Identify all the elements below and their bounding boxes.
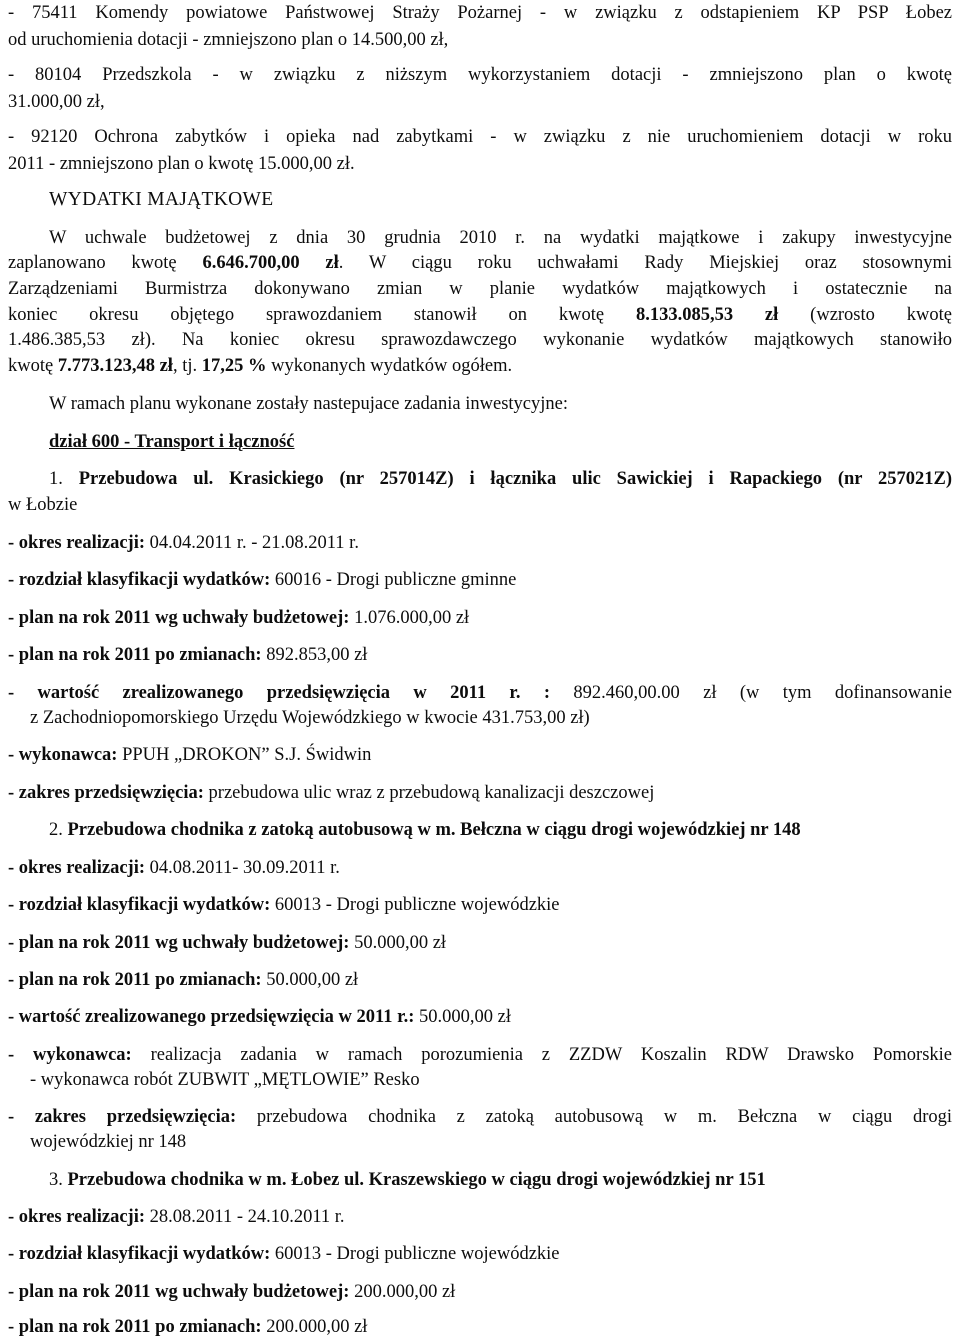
label: - wartość zrealizowanego przedsięwzięcia w 2011 r. : xyxy=(8,683,551,703)
task-2-okres xyxy=(8,857,952,879)
task-2-plan xyxy=(8,932,952,954)
label: - zakres przedsięwzięcia: xyxy=(8,783,204,803)
label: - rozdział klasyfikacji wydatków: xyxy=(8,1244,271,1264)
task-1-title-line-2: w Łobzie xyxy=(8,495,78,515)
label: - rozdział klasyfikacji wydatków: xyxy=(8,570,271,590)
intro-text: (wzrosto kwotę xyxy=(778,305,952,325)
intro-line-4 xyxy=(8,304,952,326)
value: 50.000,00 zł xyxy=(261,970,359,990)
top-item-1-line-2: od uruchomienia dotacji - zmniejszono plan o 14.500,00 zł, xyxy=(8,30,449,50)
task-2-wykonawca-line-2: - wykonawca robót ZUBWIT „MĘTLOWIE” Resko xyxy=(30,1070,420,1090)
label: - plan na rok 2011 po zmianach: xyxy=(8,970,262,990)
label: - okres realizacji: xyxy=(8,533,145,553)
task-1-wartosc-line-2: z Zachodniopomorskiego Urzędu Wojewódzkiego w kwocie 431.753,00 zł) xyxy=(30,708,590,728)
top-item-3-line-1: - 92120 Ochrona zabytków i opieka nad zabytkami - w związku z nie uruchomieniem dotacji w roku xyxy=(8,127,952,147)
task-1-wartosc xyxy=(8,682,952,704)
section-heading: WYDATKI MAJĄTKOWE xyxy=(49,189,274,210)
intro-line-5: 1.486.385,53 zł). Na koniec okresu sprawozdawczego wykonanie wydatków majątkowych stanowiło xyxy=(8,330,952,350)
task-number: 2. xyxy=(49,820,63,840)
task-number: 1. xyxy=(49,469,63,489)
task-1-plan xyxy=(8,607,952,629)
intro-text: . W ciągu roku uchwałami Rady Miejskiej oraz stosownymi xyxy=(338,253,952,273)
dzial-heading xyxy=(49,431,952,453)
dzial-label: dział 600 - Transport i łączność xyxy=(49,432,295,452)
label: - plan na rok 2011 wg uchwały budżetowej: xyxy=(8,1282,350,1302)
task-3-title xyxy=(49,1169,952,1191)
task-2-wykonawca xyxy=(8,1044,952,1066)
intro-text: , tj. xyxy=(172,356,202,376)
task-title: Przebudowa chodnika z zatoką autobusową w m. Bełczna w ciągu drogi wojewódzkiej nr 148 xyxy=(67,820,801,840)
top-item-3-line-2: 2011 - zmniejszono plan o kwotę 15.000,00 zł. xyxy=(8,154,355,174)
task-1-rozdzial xyxy=(8,569,952,591)
task-3-okres xyxy=(8,1206,952,1228)
task-2-wartosc xyxy=(8,1006,952,1028)
value: przebudowa chodnika z zatoką autobusową w m. Bełczna w ciągu drogi xyxy=(236,1107,952,1127)
intro-line-6 xyxy=(8,355,952,377)
task-number: 3. xyxy=(49,1170,63,1190)
intro-line-3: Zarządzeniami Burmistrza dokonywano zmian w planie wydatków majątkowych i ostatecznie na xyxy=(8,279,952,299)
value: 50.000,00 zł xyxy=(414,1007,511,1027)
task-3-plan-zm xyxy=(8,1316,952,1338)
label: - zakres przedsięwzięcia: xyxy=(8,1107,237,1127)
label: - wykonawca: xyxy=(8,1045,132,1065)
label: - wartość zrealizowanego przedsięwzięcia w 2011 r.: xyxy=(8,1007,415,1027)
task-3-plan xyxy=(8,1281,952,1303)
value: 200.000,00 zł xyxy=(261,1317,368,1337)
value: PPUH „DROKON” S.J. Świdwin xyxy=(117,745,372,765)
top-item-2-line-2: 31.000,00 zł, xyxy=(8,92,105,112)
planned-amount: 6.646.700,00 zł xyxy=(202,253,339,273)
value: 60013 - Drogi publiczne wojewódzkie xyxy=(270,1244,560,1264)
label: - plan na rok 2011 po zmianach: xyxy=(8,645,262,665)
intro-text: zaplanowano kwotę xyxy=(8,253,203,273)
task-2-title xyxy=(49,819,952,841)
label: - rozdział klasyfikacji wydatków: xyxy=(8,895,271,915)
tasks-intro: W ramach planu wykonane zostały nastepujace zadania inwestycyjne: xyxy=(49,394,568,414)
executed-percent: 17,25 % xyxy=(201,356,267,376)
label: - okres realizacji: xyxy=(8,858,145,878)
value: 200.000,00 zł xyxy=(349,1282,456,1302)
value: 1.076.000,00 zł xyxy=(349,608,470,628)
final-amount: 8.133.085,53 zł xyxy=(635,305,779,325)
value: 60016 - Drogi publiczne gminne xyxy=(270,570,517,590)
label: - plan na rok 2011 wg uchwały budżetowej: xyxy=(8,608,350,628)
task-3-rozdzial xyxy=(8,1243,952,1265)
task-2-plan-zm xyxy=(8,969,952,991)
label: - plan na rok 2011 po zmianach: xyxy=(8,1317,262,1337)
task-title: Przebudowa chodnika w m. Łobez ul. Kraszewskiego w ciągu drogi wojewódzkiej nr 151 xyxy=(67,1170,766,1190)
label: - okres realizacji: xyxy=(8,1207,145,1227)
value: 892.853,00 zł xyxy=(261,645,368,665)
task-title: Przebudowa ul. xyxy=(78,469,214,489)
value: 04.04.2011 r. - 21.08.2011 r. xyxy=(145,533,359,553)
top-item-1-line-1: - 75411 Komendy powiatowe Państwowej Straży Pożarnej - w związku z odstapieniem KP PSP Łobez xyxy=(8,3,952,23)
intro-text: kwotę xyxy=(8,356,58,376)
task-1-title xyxy=(49,468,952,490)
task-1-okres xyxy=(8,532,952,554)
task-1-wykonawca xyxy=(8,744,952,766)
intro-line-2 xyxy=(8,252,952,274)
task-2-zakres-line-2: wojewódzkiej nr 148 xyxy=(30,1132,187,1152)
top-item-2-line-1: - 80104 Przedszkola - w związku z niższym wykorzystaniem dotacji - zmniejszono plan o kwotę xyxy=(8,65,952,85)
intro-text: koniec okresu objętego sprawozdaniem stanowił on kwotę xyxy=(8,305,636,325)
value: 50.000,00 zł xyxy=(349,933,447,953)
task-title: Krasickiego (nr 257014Z) i łącznika ulic Sawickiej i Rapackiego (nr 257021Z) xyxy=(213,469,952,489)
value: realizacja zadania w ramach porozumienia z ZZDW Koszalin RDW Drawsko Pomorskie xyxy=(131,1045,952,1065)
label: - plan na rok 2011 wg uchwały budżetowej: xyxy=(8,933,350,953)
label: - wykonawca: xyxy=(8,745,118,765)
task-1-zakres xyxy=(8,782,952,804)
intro-text: wykonanych wydatków ogółem. xyxy=(266,356,513,376)
value: 28.08.2011 - 24.10.2011 r. xyxy=(145,1207,345,1227)
value: 60013 - Drogi publiczne wojewódzkie xyxy=(270,895,560,915)
value: przebudowa ulic wraz z przebudową kanalizacji deszczowej xyxy=(203,783,655,803)
task-2-zakres xyxy=(8,1106,952,1128)
intro-line-1: W uchwale budżetowej z dnia 30 grudnia 2010 r. na wydatki majątkowe i zakupy inwestycyjne xyxy=(49,228,952,248)
value: 892.460,00.00 zł (w tym dofinansowanie xyxy=(550,683,952,703)
task-2-rozdzial xyxy=(8,894,952,916)
executed-amount: 7.773.123,48 zł xyxy=(57,356,173,376)
value: 04.08.2011- 30.09.2011 r. xyxy=(145,858,340,878)
task-1-plan-zm xyxy=(8,644,952,666)
